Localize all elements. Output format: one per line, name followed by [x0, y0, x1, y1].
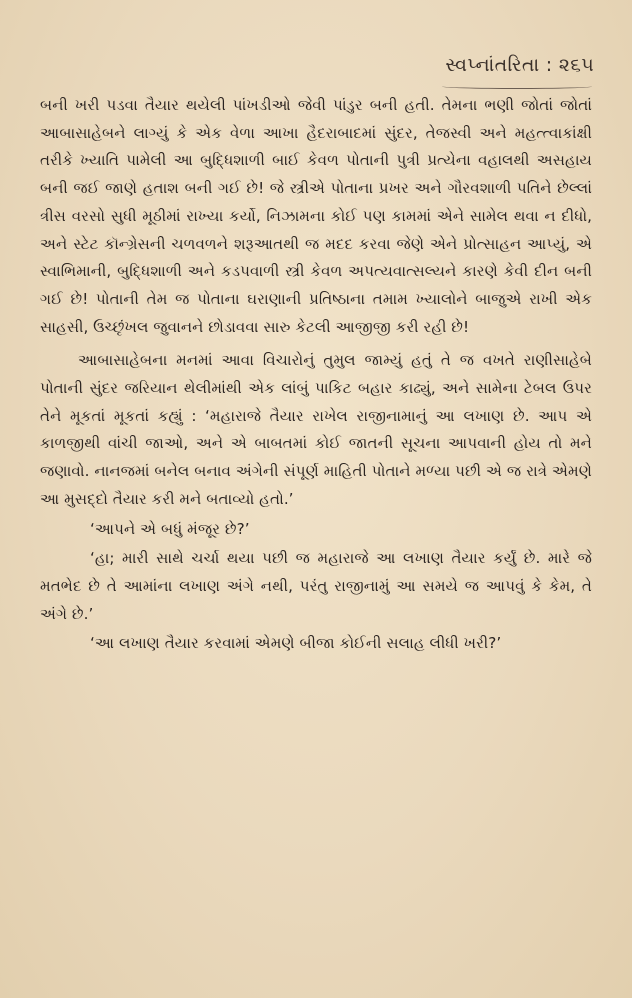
page-body: [40, 92, 592, 658]
running-header: સ્વપ્નાંતરિતા : ૨૬૫: [445, 54, 594, 76]
paragraph-1: બની ખરી પડવા તૈયાર થયેલી પાંખડીઓ જેવી પાંડુર બની હતી. તેમના ભણી જોતાં જોતાં આબાસાહેબને લાગ્યું કે એક વેળા આખા હૈદરાબાદમાં સુંદર, તેજસ્વી અને મહત્ત્વાકાંક્ષી તરીકે ખ્યાતિ પામેલી આ બુદ્ધિશાળી બાઈ કેવળ પોતાની પુત્રી પ્રત્યેના વહાલથી અસહાય બની જઈ જાણે હતાશ બની ગઈ છે! જે સ્ત્રીએ પોતાના પ્રખર અને ગૌરવશાળી પતિને છેલ્લાં ત્રીસ વરસો સુધી મૂઠીમાં રાખ્યા કર્યો, નિઝામના કોઈ પણ કામમાં એને સામેલ થવા ન દીધો, અને સ્ટેટ કૉન્ગ્રેસની ચળવળને શરૂઆતથી જ મદદ કરવા જેણે એને પ્રોત્સાહન આપ્યું, એ સ્વાભિમાની, બુદ્ધિશાળી અને કડપવાળી સ્ત્રી કેવળ અપત્યવાત્સલ્યને કારણે કેવી દીન બની ગઈ છે! પોતાની તેમ જ પોતાના ઘરાણાની પ્રતિષ્ઠાના તમામ ખ્યાલોને બાજુએ રાખી એક સાહસી, ઉચ્છૃંખલ જુવાનને છોડાવવા સારુ કેટલી આજીજી કરી રહી છે!: [40, 96, 592, 336]
header-ornament-rule: [442, 84, 592, 89]
paragraph-5: ‘આ લખાણ તૈયાર કરવામાં એમણે બીજા કોઈની સલાહ લીધી ખરી?’: [90, 634, 502, 653]
paragraph-4: ‘હા; મારી સાથે ચર્ચા થયા પછી જ મહારાજે આ લખાણ તૈયાર કર્યું છે. મારે જે મતભેદ છે તે આમાંના લખાણ અંગે નથી, પરંતુ રાજીનામું આ સમયે જ આપવું કે કેમ, તે અંગે છે.’: [40, 549, 592, 623]
paragraph-3: ‘આપને એ બધું મંજૂર છે?’: [90, 519, 250, 538]
paragraph-2: આબાસાહેબના મનમાં આવા વિચારોનું તુમુલ જામ્યું હતું તે જ વખતે રાણીસાહેબે પોતાની સુંદર જરિયાન થેલીમાંથી એક લાંબું પાકિટ બહાર કાઢ્યું, અને સામેના ટેબલ ઉપર તેને મૂકતાં મૂકતાં કહ્યું : ‘મહારાજે તૈયાર રાખેલ રાજીનામાનું આ લખાણ છે. આપ એ કાળજીથી વાંચી જાઓ, અને એ બાબતમાં કોઈ જાતની સૂચના આપવાની હોય તો મને જણાવો. નાનજમાં બનેલ બનાવ અંગેની સંપૂર્ણ માહિતી પોતાને મળ્યા પછી એ જ રાત્રે એમણે આ મુસદ્દો તૈયાર કરી મને બતાવ્યો હતો.’: [40, 351, 592, 508]
